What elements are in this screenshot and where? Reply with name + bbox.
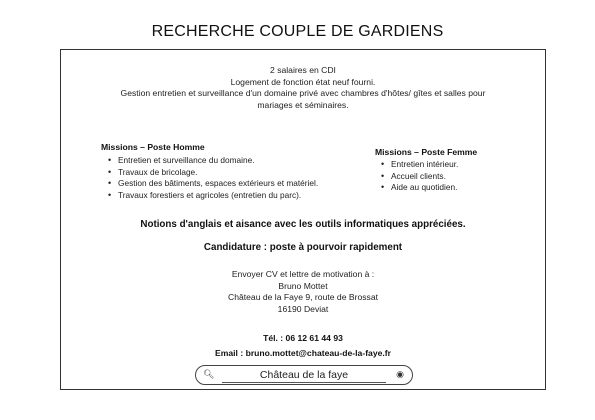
ad-frame xyxy=(60,49,546,390)
intro-line: Logement de fonction état neuf fourni. xyxy=(230,76,376,87)
list-item: • Aide au quotidien. xyxy=(391,182,458,194)
contact-name: Bruno Mottet xyxy=(278,280,328,291)
intro-line: Gestion entretien et surveillance d'un domaine privé avec chambres d'hôtes/ gîtes et salles pour xyxy=(120,88,486,98)
intro-line: mariages et séminaires. xyxy=(257,99,349,110)
missions-homme-heading: Missions – Poste Homme xyxy=(101,142,205,152)
missions-homme-list xyxy=(107,155,318,201)
intro-line: 2 salaires en CDI xyxy=(270,65,336,75)
missions-femme-list xyxy=(380,159,458,194)
intro-block xyxy=(77,65,529,111)
page-title: RECHERCHE COUPLE DE GARDIENS xyxy=(151,23,444,40)
contact-line: Envoyer CV et lettre de motivation à : xyxy=(231,269,375,279)
contact-block xyxy=(61,269,545,315)
contact-postcode: 16190 Deviat xyxy=(277,303,329,314)
phone-text: Tél. : 06 12 61 44 93 xyxy=(263,333,343,343)
contact-address: Château de la Faye 9, route de Brossat xyxy=(227,292,378,302)
email-text: Email : bruno.mottet@chateau-de-la-faye.fr xyxy=(215,348,391,358)
list-item: • Gestion des bâtiments, espaces extérieurs et matériel. xyxy=(118,178,318,190)
notions-text: Notions d'anglais et aisance avec les outils informatiques appréciées. xyxy=(140,219,466,230)
missions-femme-heading: Missions – Poste Femme xyxy=(375,147,478,157)
list-item: • Travaux de bricolage. xyxy=(118,167,318,179)
list-item: • Entretien et surveillance du domaine. xyxy=(118,155,318,167)
list-item: • Travaux forestiers et agricoles (entretien du parc). xyxy=(118,190,318,202)
location-icon: ◉ xyxy=(396,369,404,379)
search-bar[interactable] xyxy=(195,365,413,385)
search-icon: 🔍︎ xyxy=(203,369,215,379)
list-item: • Accueil clients. xyxy=(391,171,458,183)
search-query[interactable]: Château de la faye xyxy=(222,369,386,383)
candidature-text: Candidature : poste à pourvoir rapidement xyxy=(203,242,403,253)
list-item: • Entretien intérieur. xyxy=(391,159,458,171)
